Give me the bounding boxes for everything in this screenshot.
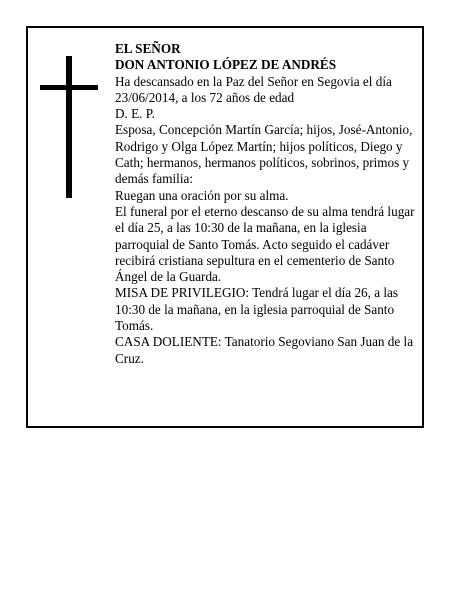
- funeral-details: El funeral por el eterno descanso de su alma tendrá lugar el día 25, a las 10:30 de la mañana, en la iglesia parroquial de Santo Tomás. Acto seguido el cadáver recibirá cristiana sepultura en el cementerio de Santo Ángel de la Guarda.: [115, 203, 415, 285]
- prayer-request: Ruegan una oración por su alma.: [115, 187, 289, 203]
- family-list: Esposa, Concepción Martín García; hijos, José-Antonio, Rodrigo y Olga López Martín; hijos políticos, Diego y Cath; hermanos, hermanos políticos, sobrinos, primos y demás familia:: [115, 122, 413, 187]
- death-info: Ha descansado en la Paz del Señor en Segovia el día 23/06/2014, a los 72 años de edad: [115, 73, 392, 105]
- deceased-name: DON ANTONIO LÓPEZ DE ANDRÉS: [115, 57, 337, 73]
- wake-location: CASA DOLIENTE: Tanatorio Segoviano San Juan de la Cruz.: [115, 334, 414, 366]
- mass-details: MISA DE PRIVILEGIO: Tendrá lugar el día 26, a las 10:30 de la mañana, en la iglesia parroquial de Santo Tomás.: [115, 285, 399, 334]
- obituary-text: [115, 41, 420, 367]
- rip-line: D. E. P.: [115, 106, 155, 122]
- cross-horizontal-bar: [40, 85, 98, 90]
- obituary-notice: [26, 26, 424, 428]
- cross-vertical-bar: [66, 56, 72, 198]
- notice-title: EL SEÑOR: [115, 41, 181, 56]
